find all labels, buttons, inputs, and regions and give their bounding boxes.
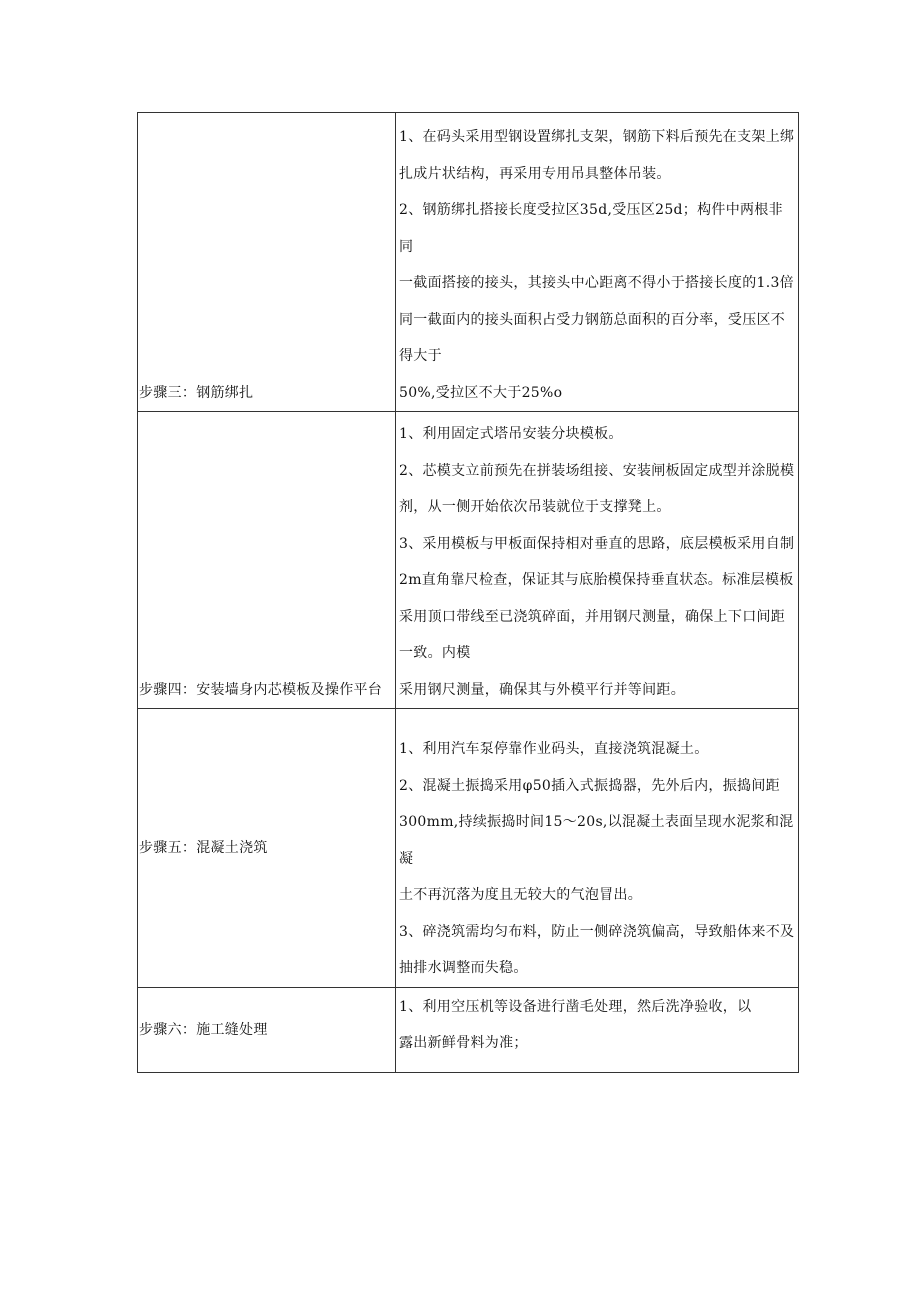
content-line: 得大于 <box>399 348 442 364</box>
content-line: 1、利用固定式塔吊安装分块模板。 <box>399 426 623 442</box>
content-line: 采用顶口带线至已浇筑碎面，并用钢尺测量，确保上下口间距 <box>399 608 786 625</box>
content-line: 2、芯模支立前预先在拼装场组接、安装闸板固定成型并涂脱模 <box>399 462 795 479</box>
step-label-cell <box>138 113 396 412</box>
step-content-cell <box>396 412 799 709</box>
content-line: 2m直角靠尺检查，保证其与底胎模保持垂直状态。标准层模板 <box>399 572 794 588</box>
step-label: 步骤六：施工缝处理 <box>139 1021 268 1038</box>
table-row <box>138 987 799 1072</box>
step-label-cell <box>138 412 396 709</box>
step-label-cell <box>138 987 396 1072</box>
step-label: 步骤五：混凝土浇筑 <box>139 839 268 856</box>
step-label: 步骤三：钢筋绑扎 <box>139 384 254 401</box>
table-row <box>138 709 799 988</box>
table-row <box>138 113 799 412</box>
content-line: 抽排水调整而失稳。 <box>399 960 528 976</box>
content-line: 2、混凝土振捣采用φ50插入式振捣器，先外后内，振捣间距 <box>399 777 780 794</box>
content-line: 3、采用模板与甲板面保持相对垂直的思路，底层模板采用自制 <box>399 535 795 552</box>
table-row <box>138 412 799 709</box>
content-line: 1、在码头采用型钢设置绑扎支架，钢筋下料后预先在支架上绑 <box>399 129 795 145</box>
content-line: 1、利用汽车泵停靠作业码头，直接浇筑混凝土。 <box>399 741 709 757</box>
content-line: 土不再沉落为度且无较大的气泡冒出。 <box>399 887 643 903</box>
content-line: 2、钢筋绑扎搭接长度受拉区35d,受压区25d；构件中两根非同 <box>399 202 783 255</box>
content-line: 一致。内模 <box>399 645 471 661</box>
content-line: 采用钢尺测量，确保其与外模平行并等间距。 <box>399 681 685 698</box>
step-label-cell <box>138 709 396 988</box>
step-content-cell <box>396 987 799 1072</box>
content-line: 扎成片状结构，再采用专用吊具整体吊装。 <box>399 165 671 182</box>
content-line: 300mm,持续振捣时间15～20s,以混凝土表面呈现水泥浆和混凝 <box>399 814 794 867</box>
content-line: 50%,受拉区不大于25%o <box>399 384 563 401</box>
step-content-cell <box>396 709 799 988</box>
step-content-cell <box>396 113 799 412</box>
content-line: 1、利用空压机等设备进行凿毛处理，然后洗净验收，以 <box>399 998 752 1015</box>
content-line: 3、碎浇筑需均匀布料，防止一侧碎浇筑偏高，导致船体来不及 <box>399 923 795 940</box>
content-line: 一截面搭接的接头，其接头中心距离不得小于搭接长度的1.3倍 <box>399 275 794 291</box>
construction-steps-table <box>137 112 799 1073</box>
content-line: 露出新鲜骨料为准； <box>399 1035 528 1051</box>
step-label: 步骤四：安装墙身内芯模板及操作平台 <box>139 681 383 698</box>
content-line: 剂，从一侧开始依次吊装就位于支撑凳上。 <box>399 499 671 515</box>
content-line: 同一截面内的接头面积占受力钢筋总面积的百分率，受压区不 <box>399 311 786 328</box>
